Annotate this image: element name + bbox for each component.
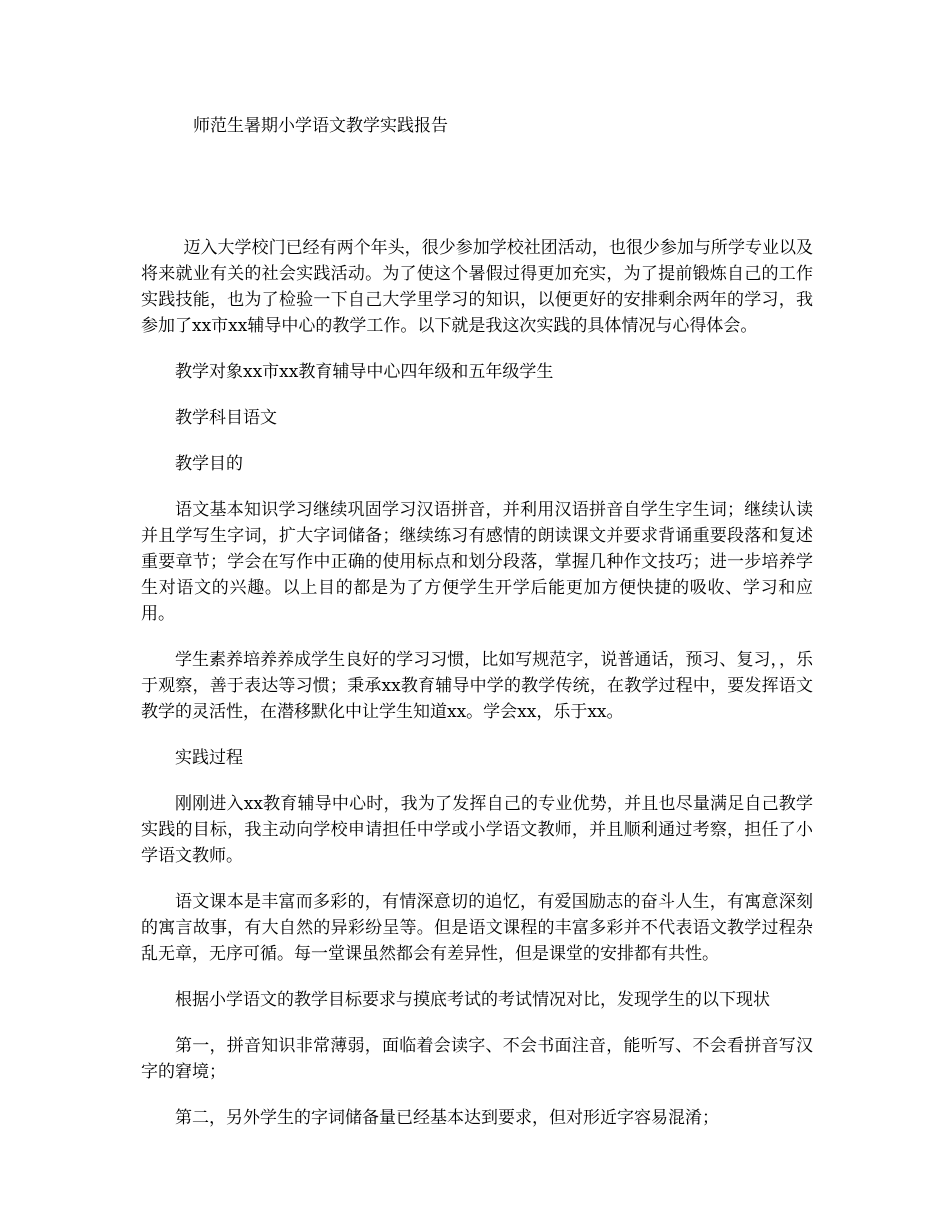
paragraph-second-point: 第二，另外学生的字词储备量已经基本达到要求，但对形近字容易混淆； [175,1108,719,1128]
heading-practice-process: 实践过程 [175,748,243,768]
paragraph-first-point: 第一，拼音知识非常薄弱，面临着会读字、不会书面注音，能听写、不会看拼音写汉字的窘境； [141,1036,813,1082]
paragraph-basic-knowledge: 语文基本知识学习继续巩固学习汉语拼音，并利用汉语拼音自学生字生词；继续认读并且学写生字词，扩大字词储备；继续练习有感情的朗读课文并要求背诵重要段落和复述重要章节；学会在写作中正确的使用标点和划分段落，掌握几种作文技巧；进一步培养学生对语文的兴趣。以上目的都是为了方便学生开学后能更加方便快捷的吸收、学习和应用。 [141,500,813,624]
heading-teaching-purpose: 教学目的 [175,454,243,474]
document-body [141,235,813,1151]
paragraph-joining: 刚刚进入xx教育辅导中心时，我为了发挥自己的专业优势，并且也尽量满足自己教学实践的目标，我主动向学校申请担任中学或小学语文教师，并且顺利通过考察，担任了小学语文教师。 [141,794,813,866]
paragraph-student-quality: 学生素养培养养成学生良好的学习习惯，比如写规范字，说普通话，预习、复习，，乐于观察，善于表达等习惯；秉承xx教育辅导中学的教学传统，在教学过程中，要发挥语文教学的灵活性，在潜移默化中让学生知道xx。学会xx，乐于xx。 [141,650,813,722]
paragraph-status-intro: 根据小学语文的教学目标要求与摸底考试的考试情况对比，发现学生的以下现状 [175,990,770,1010]
paragraph-teaching-target: 教学对象xx市xx教育辅导中心四年级和五年级学生 [175,362,554,382]
paragraph-textbook: 语文课本是丰富而多彩的，有情深意切的追忆，有爱国励志的奋斗人生，有寓意深刻的寓言故事，有大自然的异彩纷呈等。但是语文课程的丰富多彩并不代表语文教学过程杂乱无章，无序可循。每一堂课虽然都会有差异性，但是课堂的安排都有共性。 [141,892,813,964]
paragraph-teaching-subject: 教学科目语文 [175,408,277,428]
paragraph-intro: 迈入大学校门已经有两个年头，很少参加学校社团活动，也很少参加与所学专业以及将来就业有关的社会实践活动。为了使这个暑假过得更加充实，为了提前锻炼自己的工作实践技能，也为了检验一下自己大学里学习的知识，以便更好的安排剩余两年的学习，我参加了xx市xx辅导中心的教学工作。以下就是我这次实践的具体情况与心得体会。 [141,238,813,336]
document-title: 师范生暑期小学语文教学实践报告 [193,116,448,136]
